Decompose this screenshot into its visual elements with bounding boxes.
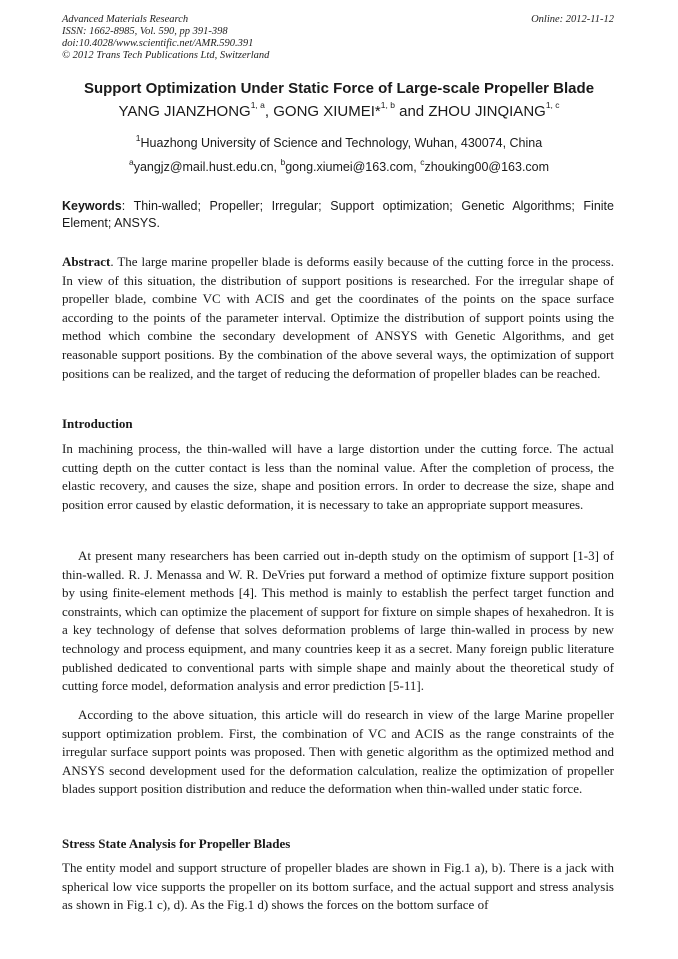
email-b[interactable]: gong.xiumei@163.com,	[285, 160, 421, 174]
intro-paragraph-2: At present many researchers has been carried out in-depth study on the optimism of support [1-3] of thin-walled. R. J. Menassa and W. R. DeVries put forward a method of optimize fixture support position by using finite-element methods [4]. This method is mainly to establish the perfect target function and constraints, which can optimize the placement of support for fixture on simple shapes of hexahedron. It is a key technology of defense that solves deformation problems of large thin-walled in process by new technology and process equipment, and many countries keep it as a secret. Many foreign public literature published dedicated to conventional parts with simple shape and mainly about the theoretical study of cutting force model, deformation analysis and error prediction [5-11].	[62, 548, 614, 694]
issn-line: ISSN: 1662-8985, Vol. 590, pp 391-398	[62, 26, 228, 37]
author-3-sup: 1, c	[545, 100, 560, 110]
author-1: YANG JIANZHONG	[118, 103, 251, 120]
author-2-sup: 1, b	[380, 100, 395, 110]
author-separator: ,	[264, 103, 274, 120]
email-a-sup: a	[128, 157, 134, 167]
email-c[interactable]: zhouking00@163.com	[424, 160, 550, 174]
affiliation-text: Huazhong University of Science and Technology, Wuhan, 430074, China	[140, 136, 543, 150]
keywords	[62, 198, 614, 232]
author-2: GONG XIUMEI*	[273, 103, 381, 120]
abstract	[62, 253, 614, 383]
affiliation	[40, 133, 638, 150]
email-b-sup: b	[280, 157, 286, 167]
abstract-text: . The large marine propeller blade is deforms easily because of the cutting force in the process. In view of this situation, the distribution of support positions is researched. For the irregular shape of propeller blade, combine VC with ACIS and get the coordinates of the points on the space surface according to the points of the parameter interval. Optimize the distribution of support points using the method which combine the secondary development of ANSYS with Genetic Algorithms, and get reasonable support positions. By the combination of the above several ways, the optimization of support positions can be realized, and the target of reducing the deformation of propeller blades can be reached.	[62, 254, 614, 381]
author-1-sup: 1, a	[250, 100, 265, 110]
paper-title: Support Optimization Under Static Force of Large-scale Propeller Blade	[83, 80, 595, 97]
copyright-line: © 2012 Trans Tech Publications Ltd, Switzerland	[62, 50, 270, 61]
author-and: and	[394, 103, 429, 120]
intro-paragraph-1: In machining process, the thin-walled will have a large distortion under the cutting force. The actual cutting depth on the cutter contact is less than the nominal value. After the completion of process, the elastic recovery, and causes the size, shape and position errors. In order to decrease the size, shape and position error caused by elastic deformation, it is necessary to take an appropriate support measures.	[62, 441, 614, 512]
stress-heading: Stress State Analysis for Propeller Blades	[62, 836, 291, 851]
affiliation-sup: 1	[135, 133, 141, 143]
journal-name: Advanced Materials Research	[62, 14, 189, 25]
email-list	[40, 157, 638, 174]
intro-paragraph-3: According to the above situation, this article will do research in view of the large Marine propeller support optimization problem. First, the combination of VC and ACIS as the range constraints of the irregular surface support points was proposed. Then with genetic algorithm as the optimized method and ANSYS second development used for the deformation calculation, realize the optimization of propeller blades support position distribution and reduce the deformation when thin-walled under static force.	[62, 707, 614, 797]
introduction-heading: Introduction	[62, 416, 133, 431]
keywords-label: Keywords	[62, 199, 122, 213]
author-3: ZHOU JINQIANG	[428, 103, 546, 120]
stress-paragraph-1: The entity model and support structure of propeller blades are shown in Fig.1 a), b). There is a jack with spherical low vice supports the propeller on its bottom surface, and the actual support and stress analysis as shown in Fig.1 c), d). As the Fig.1 d) shows the forces on the bottom surface of	[62, 860, 614, 913]
author-list	[40, 100, 638, 120]
online-date: Online: 2012-11-12	[531, 14, 614, 25]
doi-line: doi:10.4028/www.scientific.net/AMR.590.391	[62, 38, 254, 49]
abstract-label: Abstract	[62, 254, 111, 269]
email-c-sup: c	[420, 157, 425, 167]
keywords-text: : Thin-walled; Propeller; Irregular; Support optimization; Genetic Algorithms; Finite Element; ANSYS.	[62, 199, 614, 230]
email-a[interactable]: yangjz@mail.hust.edu.cn,	[133, 160, 281, 174]
journal-header	[62, 14, 269, 62]
